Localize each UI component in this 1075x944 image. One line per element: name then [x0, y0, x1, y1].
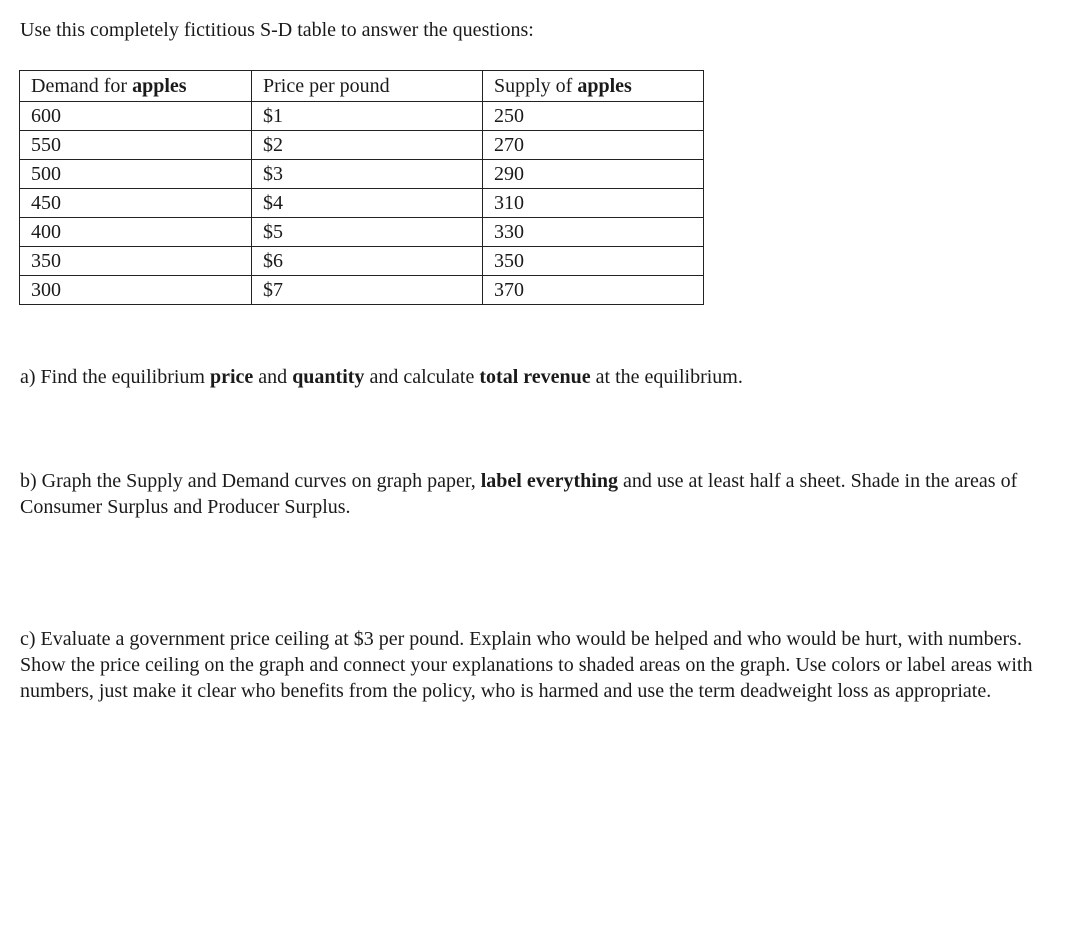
supply-cell: 250: [483, 102, 704, 131]
supply-cell: 310: [483, 189, 704, 218]
header-supply-bold: apples: [577, 75, 632, 97]
header-demand-text: Demand for: [31, 75, 133, 97]
demand-cell: 350: [20, 247, 252, 276]
price-cell: $2: [252, 131, 483, 160]
table-row: [20, 131, 704, 160]
demand-cell: 550: [20, 131, 252, 160]
intro-text: Use this completely fictitious S-D table to answer the questions:: [20, 19, 534, 41]
table-row: [20, 102, 704, 131]
price-cell: $4: [252, 189, 483, 218]
question-b: b) Graph the Supply and Demand curves on graph paper, label everything and use at least half a sheet. Shade in the areas of Consumer Surplus and Producer Surplus.: [20, 470, 1018, 518]
question-a: a) Find the equilibrium price and quantity and calculate total revenue at the equilibrium.: [20, 366, 743, 388]
supply-cell: 330: [483, 218, 704, 247]
demand-cell: 300: [20, 276, 252, 305]
demand-cell: 450: [20, 189, 252, 218]
price-cell: $5: [252, 218, 483, 247]
table-row: [20, 189, 704, 218]
table-row: [20, 247, 704, 276]
question-c: c) Evaluate a government price ceiling at $3 per pound. Explain who would be helped and who would be hurt, with numbers. Show the price ceiling on the graph and connect your explanations to shaded areas on the graph. Use colors or label areas with numbers, just make it clear who benefits from the policy, who is harmed and use the term deadweight loss as appropriate.: [20, 628, 1033, 702]
demand-cell: 400: [20, 218, 252, 247]
header-demand: [20, 71, 252, 102]
header-supply-text: Supply of: [494, 75, 578, 97]
supply-cell: 350: [483, 247, 704, 276]
header-supply: [483, 71, 704, 102]
supply-cell: 290: [483, 160, 704, 189]
header-price: [252, 71, 483, 102]
price-cell: $1: [252, 102, 483, 131]
header-demand-bold: apples: [132, 75, 187, 97]
price-cell: $7: [252, 276, 483, 305]
table-row: [20, 218, 704, 247]
price-cell: $6: [252, 247, 483, 276]
supply-cell: 270: [483, 131, 704, 160]
supply-cell: 370: [483, 276, 704, 305]
supply-demand-table: [19, 70, 704, 305]
table-row: [20, 276, 704, 305]
demand-cell: 600: [20, 102, 252, 131]
price-cell: $3: [252, 160, 483, 189]
table-header-row: [20, 71, 704, 102]
demand-cell: 500: [20, 160, 252, 189]
header-price-text: Price per pound: [263, 75, 390, 97]
table-row: [20, 160, 704, 189]
